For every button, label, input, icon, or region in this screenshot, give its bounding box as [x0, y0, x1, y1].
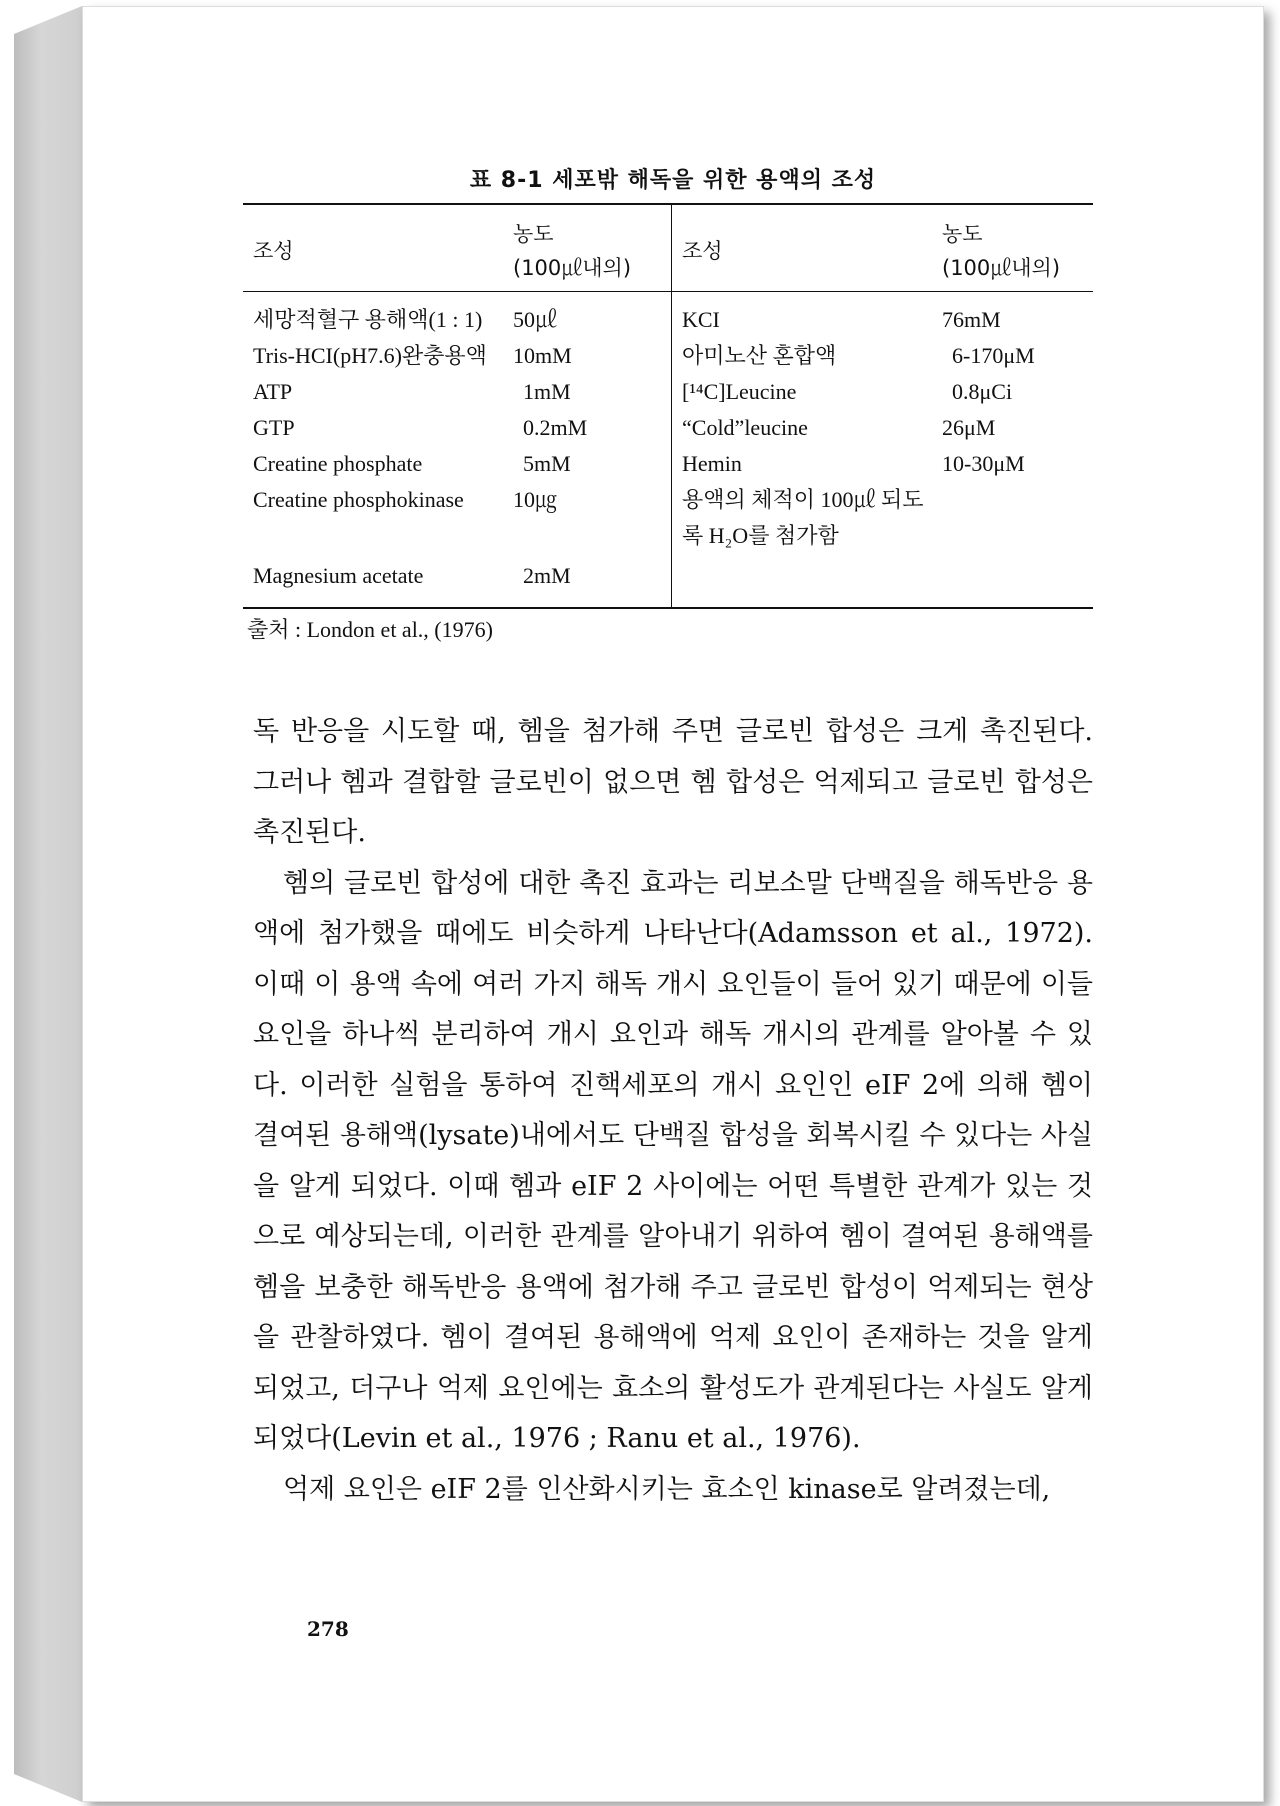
table-header	[243, 205, 671, 292]
table-row: KCI 76mM	[682, 307, 1001, 332]
paragraph: 억제 요인은 eIF 2를 인산화시키는 효소인 kinase로 알려졌는데,	[283, 1473, 1051, 1505]
table-row: Hemin 10-30μM	[682, 451, 1025, 476]
table-row: GTP 0.2mM	[253, 415, 588, 440]
paragraph: 독 반응을 시도할 때, 헴을 첨가해 주면 글로빈 합성은 크게 촉진된다. 그러나 헴과 결합할 글로빈이 없으면 헴 합성은 억제되고 글로빈 합성은 촉진된다.	[253, 716, 1093, 848]
header-concentration: 농도 (100㎕내의)	[942, 222, 1061, 280]
composition-table	[243, 203, 1093, 609]
table-row: ATP 1mM	[253, 379, 571, 404]
table-header	[672, 205, 1093, 292]
header-concentration: 농도 (100㎕내의)	[513, 222, 632, 280]
table-row: Creatine phosphate 5mM	[253, 451, 571, 476]
table-row: “Cold”leucine 26μM	[682, 415, 996, 440]
table-row: 용액의 체적이 100㎕ 되도	[682, 487, 924, 512]
table-source: 출처 : London et al., (1976)	[247, 617, 493, 642]
page-number: 278	[307, 1617, 349, 1641]
table-row: [¹⁴C]Leucine 0.8μCi	[682, 379, 1013, 404]
table-left-half	[243, 205, 672, 607]
table-caption: 표 8-1 세포밖 해독을 위한 용액의 조성	[469, 168, 877, 193]
header-composition: 조성	[253, 239, 294, 263]
table-row: 세망적혈구 용해액(1 : 1) 50㎕	[253, 307, 558, 332]
table-row: 록 H₂O를 첨가함	[682, 523, 839, 548]
book-page	[82, 6, 1264, 1802]
table-right-half	[672, 205, 1093, 607]
paragraph: 헴의 글로빈 합성에 대한 촉진 효과는 리보소말 단백질을 해독반응 용액에 첨가했을 때에도 비슷하게 나타난다(Adamsson et al., 1972). 이때 이 용액 속에 여러 가지 해독 개시 요인들이 들어 있기 때문에 이들 요인을 하나씩 분리하여 개시 요인과 해독 개시의 관계를 알아볼 수 있다. 이러한 실험을 통하여 진핵세포의 개시 요인인 eIF 2에 의해 헴이 결여된 용해액(lysate)내에서도 단백질 합성을 회복시킬 수 있다는 사실을 알게 되었다. 이때 헴과 eIF 2 사이에는 어떤 특별한 관계가 있는 것으로 예상되는데, 이러한 관계를 알아내기 위하여 헴이 결여된 용해액를 헴을 보충한 해독반응 용액에 첨가해 주고 글로빈 합성이 억제되는 현상을 관찰하였다. 헴이 결여된 용해액에 억제 요인이 존재하는 것을 알게 되었고, 더구나 억제 요인에는 효소의 활성도가 관계된다는 사실도 알게 되었다(Levin et al., 1976 ; Ranu et al., 1976).	[253, 867, 1093, 1454]
table-row: 아미노산 혼합액 6-170μM	[682, 343, 1035, 368]
header-composition: 조성	[682, 239, 723, 263]
table-row: Tris-HCI(pH7.6)완충용액 10mM	[253, 343, 572, 368]
book-spine	[14, 6, 82, 1802]
body-text	[253, 707, 1093, 1515]
table-row: Magnesium acetate 2mM	[253, 563, 571, 588]
table-row: Creatine phosphokinase 10㎍	[253, 487, 558, 512]
